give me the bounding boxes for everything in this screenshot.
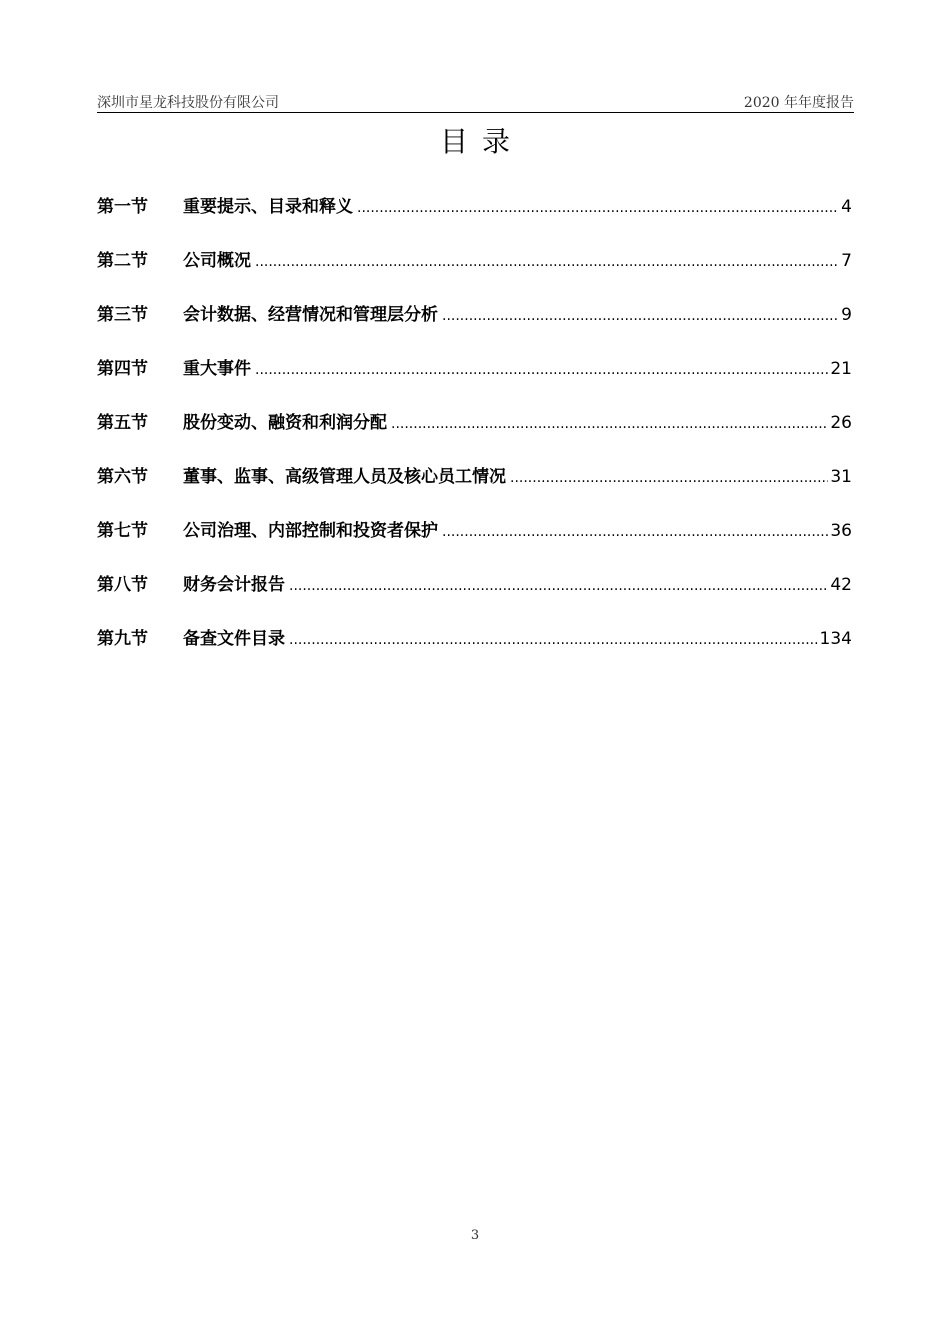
toc-section-title: 备查文件目录 bbox=[183, 629, 285, 649]
toc-dot-leader bbox=[289, 629, 818, 649]
toc-page-number: 31 bbox=[830, 467, 852, 487]
toc-section-title: 公司概况 bbox=[183, 251, 251, 271]
toc-section-title: 股份变动、融资和利润分配 bbox=[183, 413, 387, 433]
toc-dot-leader bbox=[289, 575, 828, 595]
page-title: 目录 bbox=[439, 125, 524, 158]
toc-entry-1[interactable] bbox=[97, 192, 852, 246]
toc-dot-leader bbox=[510, 467, 828, 487]
report-name: 2020 年年度报告 bbox=[743, 95, 854, 111]
toc-entry-8[interactable] bbox=[97, 570, 852, 624]
toc-dot-leader bbox=[255, 251, 839, 271]
toc-section-title: 董事、监事、高级管理人员及核心员工情况 bbox=[183, 467, 506, 487]
toc-page-number: 36 bbox=[830, 521, 852, 541]
toc-section-title: 财务会计报告 bbox=[183, 575, 285, 595]
toc-section-label: 第七节 bbox=[97, 521, 148, 541]
toc-section-label: 第六节 bbox=[97, 467, 148, 487]
toc-section-label: 第八节 bbox=[97, 575, 148, 595]
toc-section-label: 第五节 bbox=[97, 413, 148, 433]
toc-page-number: 134 bbox=[819, 629, 852, 649]
toc-entry-6[interactable] bbox=[97, 462, 852, 516]
toc-section-label: 第一节 bbox=[97, 197, 148, 217]
company-name: 深圳市星龙科技股份有限公司 bbox=[97, 95, 279, 111]
toc-section-label: 第二节 bbox=[97, 251, 148, 271]
toc-entry-2[interactable] bbox=[97, 246, 852, 300]
page-number: 3 bbox=[470, 1228, 480, 1243]
toc-section-title: 公司治理、内部控制和投资者保护 bbox=[183, 521, 438, 541]
toc-entry-5[interactable] bbox=[97, 408, 852, 462]
toc-dot-leader bbox=[442, 305, 839, 325]
toc-section-title: 会计数据、经营情况和管理层分析 bbox=[183, 305, 438, 325]
toc-section-label: 第九节 bbox=[97, 629, 148, 649]
toc-entry-3[interactable] bbox=[97, 300, 852, 354]
toc-section-label: 第三节 bbox=[97, 305, 148, 325]
toc-dot-leader bbox=[391, 413, 828, 433]
toc-page-number: 21 bbox=[830, 359, 852, 379]
toc-dot-leader bbox=[442, 521, 828, 541]
table-of-contents bbox=[97, 192, 852, 678]
toc-page-number: 7 bbox=[841, 251, 852, 271]
toc-entry-9[interactable] bbox=[97, 624, 852, 678]
toc-entry-4[interactable] bbox=[97, 354, 852, 408]
toc-dot-leader bbox=[357, 197, 839, 217]
toc-page-number: 9 bbox=[841, 305, 852, 325]
page-header bbox=[97, 90, 854, 113]
toc-section-title: 重要提示、目录和释义 bbox=[183, 197, 353, 217]
toc-section-title: 重大事件 bbox=[183, 359, 251, 379]
toc-page-number: 4 bbox=[841, 197, 852, 217]
toc-page-number: 42 bbox=[830, 575, 852, 595]
toc-dot-leader bbox=[255, 359, 828, 379]
toc-entry-7[interactable] bbox=[97, 516, 852, 570]
toc-section-label: 第四节 bbox=[97, 359, 148, 379]
toc-page-number: 26 bbox=[830, 413, 852, 433]
